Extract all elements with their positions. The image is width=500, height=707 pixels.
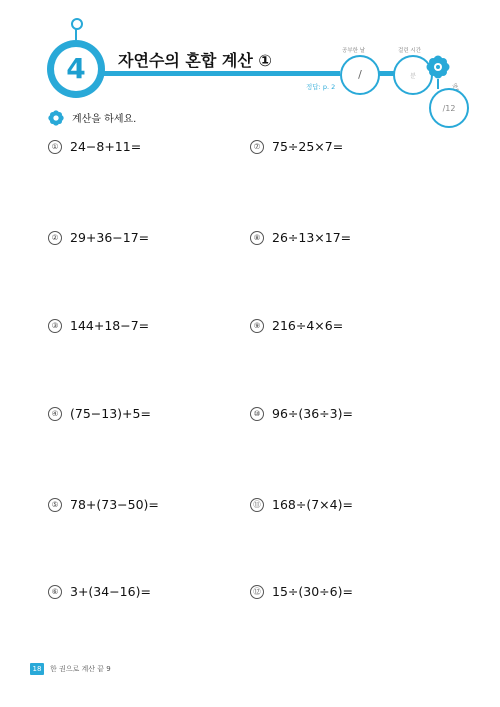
problem-expression: 75÷25×7= (272, 139, 344, 154)
problem-6 (48, 584, 151, 599)
flower-icon (426, 55, 450, 79)
problem-expression: 168÷(7×4)= (272, 497, 353, 512)
time-value: 분 (410, 73, 416, 80)
problem-number: ④ (48, 407, 62, 421)
correct-count-circle[interactable] (429, 88, 469, 128)
problem-expression: 78+(73−50)= (70, 497, 159, 512)
flower-bullet-icon (48, 110, 64, 126)
answer-reference: 정답: p. 2 (306, 83, 336, 91)
book-title: 한 권으로 계산 끝 9 (50, 665, 111, 673)
problem-number: ⑦ (250, 140, 264, 154)
problem-4 (48, 406, 151, 421)
page-title: 자연수의 혼합 계산 ① (118, 51, 272, 70)
header-bar-connector (378, 71, 394, 76)
badge-pin-head (71, 18, 83, 30)
problem-expression: 26÷13×17= (272, 230, 352, 245)
correct-count-value: /12 (442, 104, 456, 113)
problem-2 (48, 230, 149, 245)
problem-expression: 3+(34−16)= (70, 584, 151, 599)
study-date-value: / (358, 68, 362, 81)
problem-5 (48, 497, 159, 512)
page-number: 18 (30, 663, 44, 675)
problem-11 (250, 497, 353, 512)
problem-number: ⑩ (250, 407, 264, 421)
problem-7 (250, 139, 343, 154)
header-bar (104, 71, 340, 76)
study-date-label: 공부한 날 (342, 48, 366, 54)
problem-expression: 29+36−17= (70, 230, 150, 245)
problem-number: ⑫ (250, 585, 264, 599)
problem-12 (250, 584, 353, 599)
problem-expression: 144+18−7= (70, 318, 150, 333)
problem-number: ③ (48, 319, 62, 333)
problem-number: ② (48, 231, 62, 245)
lesson-number: 4 (54, 47, 98, 91)
problem-number: ⑨ (250, 319, 264, 333)
problem-expression: (75−13)+5= (70, 406, 151, 421)
instruction-text: 계산을 하세요. (72, 114, 137, 125)
problem-number: ⑪ (250, 498, 264, 512)
time-label: 걸린 시간 (398, 48, 422, 54)
problem-1 (48, 139, 141, 154)
problem-expression: 96÷(36÷3)= (272, 406, 353, 421)
problem-number: ⑥ (48, 585, 62, 599)
problem-8 (250, 230, 351, 245)
flower-stem (437, 79, 439, 89)
study-date-circle[interactable] (340, 55, 380, 95)
problem-3 (48, 318, 149, 333)
problem-9 (250, 318, 343, 333)
problem-number: ① (48, 140, 62, 154)
problem-expression: 216÷4×6= (272, 318, 344, 333)
problem-expression: 15÷(30÷6)= (272, 584, 353, 599)
problem-10 (250, 406, 353, 421)
problem-number: ⑧ (250, 231, 264, 245)
problem-number: ⑤ (48, 498, 62, 512)
problem-expression: 24−8+11= (70, 139, 142, 154)
